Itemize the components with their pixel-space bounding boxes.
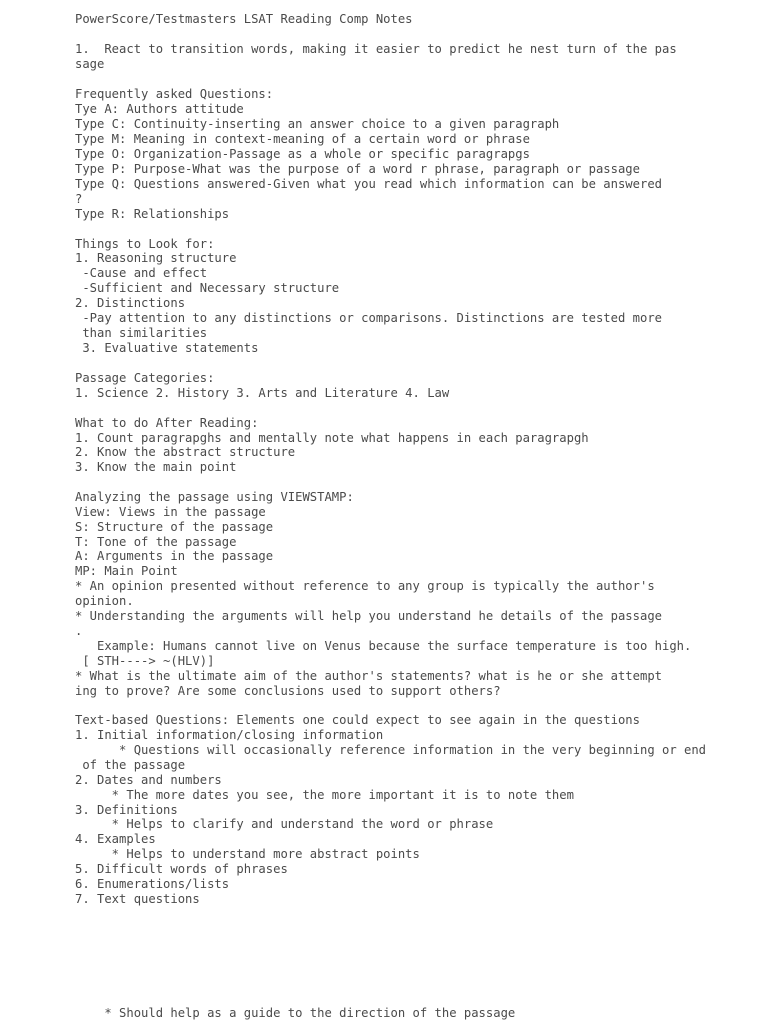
text-line: -Sufficient and Necessary structure (75, 281, 340, 295)
text-line: 1. Count paragrapghs and mentally note what happens in each paragrapgh (75, 431, 589, 445)
section-heading: Passage Categories: (75, 371, 215, 385)
text-line: Tye A: Authors attitude (75, 102, 244, 116)
document-title: PowerScore/Testmasters LSAT Reading Comp Notes (75, 12, 413, 26)
section-heading: Text-based Questions: Elements one could expect to see again in the questions (75, 713, 640, 727)
text-line: Type C: Continuity-inserting an answer choice to a given paragraph (75, 117, 560, 131)
text-line: * What is the ultimate aim of the author's statements? what is he or she attempt (75, 669, 662, 683)
section-heading: Frequently asked Questions: (75, 87, 274, 101)
text-line: 5. Difficult words of phrases (75, 862, 288, 876)
text-line: . (75, 624, 83, 638)
text-line: ? (75, 192, 83, 206)
footnote-line: * Should help as a guide to the direction of the passage (75, 1006, 516, 1020)
text-line: 3. Definitions (75, 803, 178, 817)
text-line: 7. Text questions (75, 892, 200, 906)
text-line: Type P: Purpose-What was the purpose of a word r phrase, paragraph or passage (75, 162, 640, 176)
section-heading: Analyzing the passage using VIEWSTAMP: (75, 490, 354, 504)
text-line: Example: Humans cannot live on Venus because the surface temperature is too high. (75, 639, 692, 653)
text-line: 3. Know the main point (75, 460, 237, 474)
text-line: [ STH----> ~(HLV)] (75, 654, 215, 668)
section-heading: What to do After Reading: (75, 416, 259, 430)
section-heading: Things to Look for: (75, 237, 215, 251)
text-line: MP: Main Point (75, 564, 178, 578)
text-line: 3. Evaluative statements (75, 341, 259, 355)
text-line: -Cause and effect (75, 266, 208, 280)
text-line: than similarities (75, 326, 208, 340)
text-line: T: Tone of the passage (75, 535, 237, 549)
text-line: Type Q: Questions answered-Given what you read which information can be answered (75, 177, 662, 191)
text-line: 2. Distinctions (75, 296, 186, 310)
text-line: sage (75, 57, 105, 71)
text-line: 2. Dates and numbers (75, 773, 222, 787)
text-line: -Pay attention to any distinctions or comparisons. Distinctions are tested more (75, 311, 662, 325)
text-line: 6. Enumerations/lists (75, 877, 230, 891)
text-line: of the passage (75, 758, 186, 772)
text-line: * An opinion presented without reference to any group is typically the author's (75, 579, 655, 593)
text-line: 1. React to transition words, making it easier to predict he nest turn of the pas (75, 42, 677, 56)
text-line: Type R: Relationships (75, 207, 230, 221)
text-line: Type O: Organization-Passage as a whole or specific paragrapgs (75, 147, 530, 161)
text-line: S: Structure of the passage (75, 520, 274, 534)
text-line: 4. Examples (75, 832, 156, 846)
text-line: 1. Reasoning structure (75, 251, 237, 265)
text-line: * Helps to understand more abstract points (75, 847, 420, 861)
text-line: Type M: Meaning in context-meaning of a certain word or phrase (75, 132, 530, 146)
text-line: opinion. (75, 594, 134, 608)
text-line: * Questions will occasionally reference information in the very beginning or end (75, 743, 707, 757)
text-line: * Helps to clarify and understand the word or phrase (75, 817, 494, 831)
text-line: 1. Science 2. History 3. Arts and Literature 4. Law (75, 386, 450, 400)
text-line: 2. Know the abstract structure (75, 445, 296, 459)
text-line: A: Arguments in the passage (75, 549, 274, 563)
text-line: 1. Initial information/closing information (75, 728, 384, 742)
text-line: View: Views in the passage (75, 505, 266, 519)
text-line: ing to prove? Are some conclusions used to support others? (75, 684, 501, 698)
text-line: * Understanding the arguments will help you understand he details of the passage (75, 609, 662, 623)
text-line: * The more dates you see, the more important it is to note them (75, 788, 574, 802)
